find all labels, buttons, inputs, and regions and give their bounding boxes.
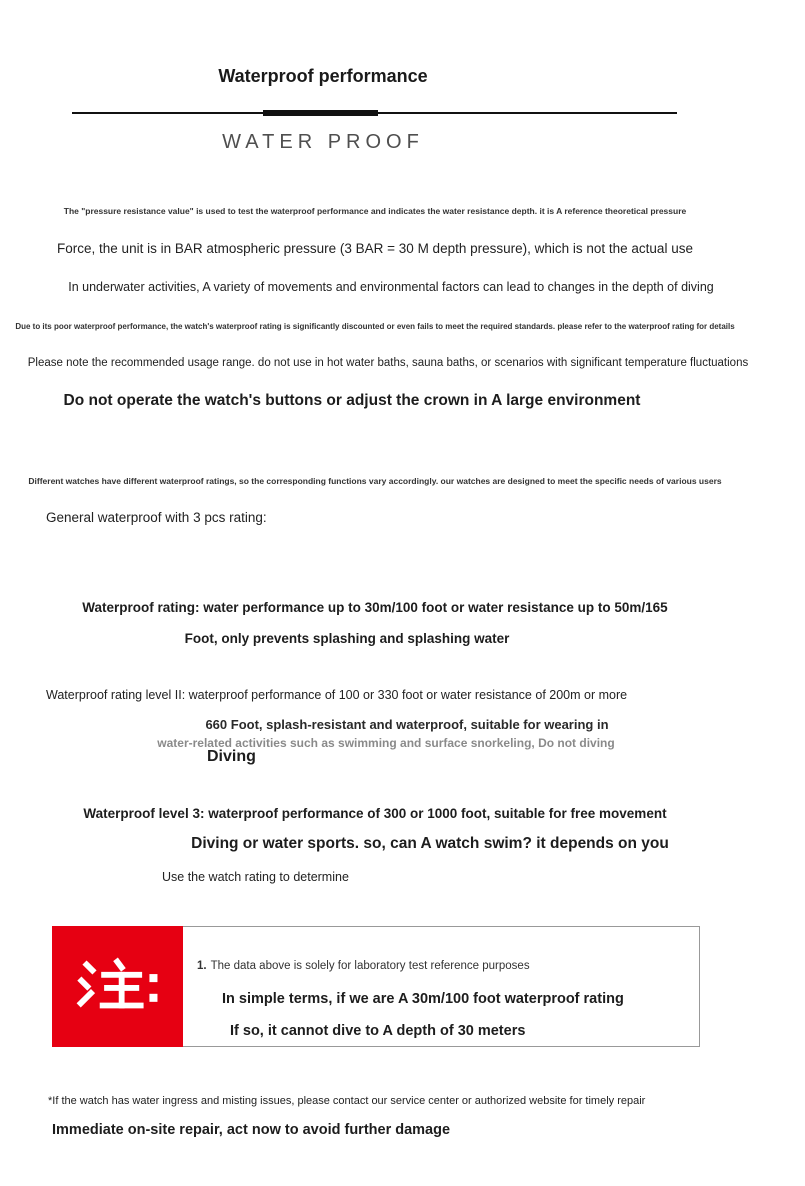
note-item-1	[197, 960, 530, 972]
rating-level2-clipped-line: water-related activities such as swimming and surface snorkeling, Do not diving	[157, 736, 615, 750]
rating-level1-line1: Waterproof rating: water performance up to 30m/100 foot or water resistance up to 50m/165	[82, 600, 668, 615]
intro-poor-performance-note: Due to its poor waterproof performance, the watch's waterproof rating is significantly discounted or even fails to meet the required standards. please refer to the waterproof rating for details	[15, 322, 735, 331]
footer-service-note: *If the watch has water ingress and misting issues, please contact our service center or authorized website for timely repair	[48, 1095, 646, 1107]
intro-underwater-activities-line: In underwater activities, A variety of movements and environmental factors can lead to changes in the depth of diving	[68, 280, 714, 294]
note-cjk-glyph-icon	[74, 958, 162, 1015]
note-cannot-dive-line: If so, it cannot dive to A depth of 30 meters	[230, 1022, 526, 1039]
note-simple-terms-line: In simple terms, if we are A 30m/100 foot waterproof rating	[222, 990, 624, 1007]
rating-level2-line1: Waterproof rating level II: waterproof performance of 100 or 330 foot or water resistance of 200m or more	[46, 688, 628, 702]
rating-level3-line2: Diving or water sports. so, can A watch swim? it depends on you	[191, 835, 669, 852]
rating-level1-line2: Foot, only prevents splashing and splashing water	[184, 631, 510, 646]
rating-level2-diving-label: Diving	[207, 748, 256, 765]
footer-repair-line: Immediate on-site repair, act now to avoid further damage	[52, 1122, 451, 1138]
note-item-1-text: The data above is solely for laboratory test reference purposes	[210, 959, 530, 972]
page-subtitle: WATER PROOF	[222, 131, 424, 153]
note-box	[52, 926, 700, 1047]
rating-level2-line2: 660 Foot, splash-resistant and waterproof, suitable for wearing in	[205, 717, 609, 732]
intro-usage-range-line: Please note the recommended usage range. do not use in hot water baths, sauna baths, or scenarios with significant temperature fluctuations	[27, 357, 749, 369]
note-item-1-number: 1.	[197, 959, 207, 972]
rating-level3-line1: Waterproof level 3: waterproof performance of 300 or 1000 foot, suitable for free movement	[83, 806, 667, 821]
intro-pressure-value-note: The "pressure resistance value" is used to test the waterproof performance and indicates the water resistance depth. it is A reference theoretical pressure	[63, 206, 687, 216]
note-label-badge	[52, 926, 183, 1047]
ratings-section-heading: General waterproof with 3 pcs rating:	[46, 510, 267, 525]
intro-different-watches-note: Different watches have different waterproof ratings, so the corresponding functions vary accordingly. our watches are designed to meet the specific needs of various users	[28, 476, 722, 486]
divider-line-thick-segment	[263, 110, 378, 116]
page-title: Waterproof performance	[218, 66, 428, 86]
intro-do-not-operate-warning: Do not operate the watch's buttons or adjust the crown in A large environment	[63, 392, 641, 409]
intro-bar-pressure-line: Force, the unit is in BAR atmospheric pressure (3 BAR = 30 M depth pressure), which is not the actual use	[57, 241, 693, 256]
note-content-panel	[183, 926, 700, 1047]
rating-level3-line3: Use the watch rating to determine	[162, 870, 349, 884]
